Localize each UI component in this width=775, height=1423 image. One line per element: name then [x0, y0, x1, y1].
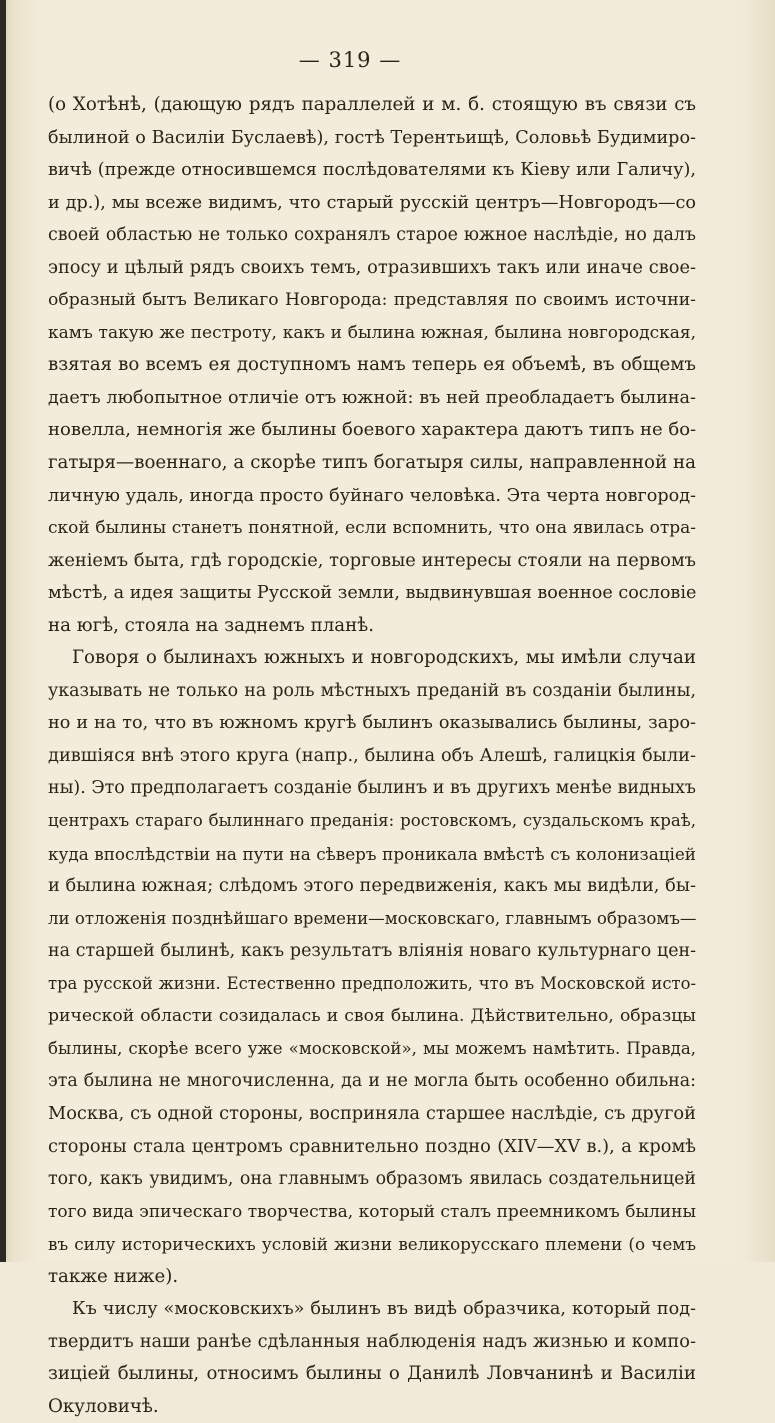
text-line: даетъ любопытное отличіе отъ южной: въ ней преобладаетъ былина-	[48, 387, 696, 408]
body-text	[48, 89, 696, 1423]
text-line: также ниже).	[48, 1265, 179, 1287]
text-line: но и на то, что въ южномъ кругѣ былинъ оказывались былины, заро-	[48, 713, 696, 734]
text-line: того вида эпическаго творчества, который сталъ преемникомъ былины	[48, 1201, 696, 1222]
text-line: тра русской жизни. Естественно предположить, что въ Московской исто-	[48, 973, 696, 993]
text-line: стороны стала центромъ сравнительно поздно (XIV—XV в.), а кромѣ	[48, 1135, 696, 1157]
text-line: на югѣ, стояла на заднемъ планѣ.	[48, 614, 374, 636]
text-line: того, какъ увидимъ, она главнымъ образомъ явилась создательницей	[48, 1169, 696, 1190]
text-line: твердитъ наши ранѣе сдѣланныя наблюденія надъ жизнью и компо-	[48, 1330, 696, 1352]
text-line: куда впослѣдствіи на пути на сѣверъ проникала вмѣстѣ съ колонизаціей	[48, 843, 696, 864]
text-line: указывать не только на роль мѣстныхъ преданій въ созданіи былины,	[48, 680, 696, 701]
text-line: и былина южная; слѣдомъ этого передвиженія, какъ мы видѣли, бы-	[48, 875, 696, 897]
text-line: (о Хотѣнѣ, (дающую рядъ параллелей и м. б. стоящую въ связи съ	[48, 94, 696, 115]
paragraph	[48, 1293, 696, 1423]
text-line: ны). Это предполагаетъ созданіе былинъ и въ другихъ менѣе видныхъ	[48, 778, 696, 799]
text-line: зиціей былины, относимъ былины о Данилѣ Ловчанинѣ и Василіи	[48, 1363, 696, 1385]
text-line: Къ числу «московскихъ» былинъ въ видѣ образчика, который под-	[72, 1299, 696, 1320]
text-line: камъ такую же пестроту, какъ и былина южная, былина новгородская,	[48, 322, 696, 343]
text-line: былины, скорѣе всего уже «московской», мы можемъ намѣтить. Правда,	[48, 1038, 696, 1058]
text-line: Москва, съ одной стороны, восприняла старшее наслѣдіе, съ другой	[48, 1102, 696, 1124]
paragraph	[48, 89, 696, 642]
text-line: рической области созидалась и своя былина. Дѣйствительно, образцы	[48, 1006, 696, 1027]
page-number: — 319 —	[298, 48, 402, 72]
paragraph	[48, 642, 696, 1293]
text-line: былиной о Василіи Буслаевѣ), гостѣ Терентьищѣ, Соловьѣ Будимиро-	[48, 127, 696, 148]
text-line: центрахъ стараго былиннаго преданія: ростовскомъ, суздальскомъ краѣ,	[48, 811, 696, 831]
text-line: въ силу историческихъ условій жизни великорусскаго племени (о чемъ	[48, 1234, 696, 1255]
text-line: на старшей былинѣ, какъ результатъ вліянія новаго культурнаго цен-	[48, 941, 696, 962]
text-line: эпосу и цѣлый рядъ своихъ темъ, отразившихъ такъ или иначе свое-	[48, 256, 696, 278]
text-line: личную удаль, иногда просто буйнаго человѣка. Эта черта новгород-	[48, 485, 696, 506]
text-line: взятая во всемъ ея доступномъ намъ теперь ея объемѣ, въ общемъ	[48, 354, 696, 376]
text-line: и др.), мы всеже видимъ, что старый русскій центръ—Новгородъ—со	[48, 192, 696, 213]
text-line: ли отложенія позднѣйшаго времени—московскаго, главнымъ образомъ—	[48, 908, 697, 928]
text-line: Говоря о былинахъ южныхъ и новгородскихъ, мы имѣли случаи	[72, 647, 696, 669]
text-line: дившіяся внѣ этого круга (напр., былина объ Алешѣ, галицкія были-	[48, 744, 696, 766]
text-line: вичѣ (прежде относившемся послѣдователями къ Кіеву или Галичу),	[48, 160, 696, 181]
text-line: ской былины станетъ понятной, если вспомнить, что она явилась отра-	[48, 518, 696, 539]
text-line: новелла, немногія же былины боевого характера даютъ типъ не бо-	[48, 419, 697, 441]
text-line: мѣстѣ, а идея защиты Русской земли, выдвинувшая военное сословіе	[48, 583, 697, 604]
text-line: Окуловичѣ.	[48, 1395, 159, 1417]
text-line: женіемъ быта, гдѣ городскіе, торговые интересы стояли на первомъ	[48, 549, 696, 571]
book-spine-edge	[0, 0, 6, 1262]
text-line: образный бытъ Великаго Новгорода: представляя по своимъ источни-	[48, 290, 696, 311]
text-line: эта былина не многочисленна, да и не могла быть особенно обильна:	[48, 1071, 696, 1092]
text-line: гатыря—военнаго, а скорѣе типъ богатыря силы, направленной на	[48, 452, 696, 474]
text-line: своей областью не только сохранялъ старое южное наслѣдіе, но далъ	[48, 225, 696, 246]
